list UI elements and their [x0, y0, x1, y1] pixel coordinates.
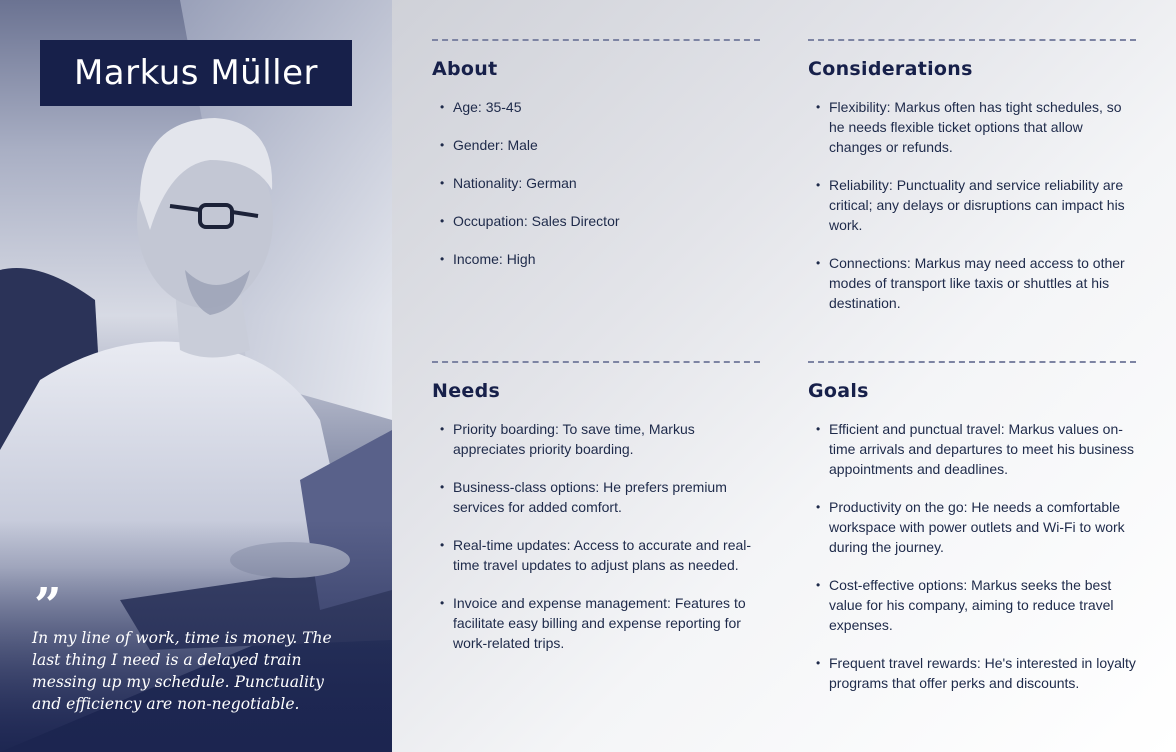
list-item: • Productivity on the go: He needs a comfortable workspace with power outlets and Wi-Fi to work during the journey. — [808, 497, 1136, 557]
section-divider — [808, 39, 1136, 41]
section-divider — [432, 361, 760, 363]
considerations-section — [808, 39, 1136, 331]
section-title: Needs — [432, 380, 501, 402]
list-item: • Frequent travel rewards: He's interested in loyalty programs that offer perks and discounts. — [808, 653, 1136, 693]
needs-section — [432, 361, 760, 671]
considerations-list — [808, 97, 1136, 313]
about-list — [432, 97, 760, 269]
quote-icon: ” — [34, 578, 62, 634]
persona-quote: In my line of work, time is money. The last thing I need is a delayed train messing up my schedule. Punctuality and efficiency are non-negotiable. — [32, 629, 332, 713]
needs-list — [432, 419, 760, 653]
list-item: • Nationality: German — [432, 173, 760, 193]
list-item: • Income: High — [432, 249, 760, 269]
list-item: • Efficient and punctual travel: Markus values on-time arrivals and departures to meet his business appointments and deadlines. — [808, 419, 1136, 479]
section-divider — [808, 361, 1136, 363]
list-item: • Invoice and expense management: Features to facilitate easy billing and expense reporting for work-related trips. — [432, 593, 760, 653]
list-item: • Connections: Markus may need access to other modes of transport like taxis or shuttles at his destination. — [808, 253, 1136, 313]
list-item: • Flexibility: Markus often has tight schedules, so he needs flexible ticket options that allow changes or refunds. — [808, 97, 1136, 157]
section-divider — [432, 39, 760, 41]
list-item: • Business-class options: He prefers premium services for added comfort. — [432, 477, 760, 517]
list-item: • Priority boarding: To save time, Markus appreciates priority boarding. — [432, 419, 760, 459]
list-item: • Reliability: Punctuality and service reliability are critical; any delays or disruptions can impact his work. — [808, 175, 1136, 235]
list-item: • Cost-effective options: Markus seeks the best value for his company, aiming to reduce travel expenses. — [808, 575, 1136, 635]
persona-details — [392, 0, 1176, 752]
section-title: About — [432, 58, 498, 80]
list-item: • Occupation: Sales Director — [432, 211, 760, 231]
goals-section — [808, 361, 1136, 711]
goals-list — [808, 419, 1136, 693]
persona-photo-panel — [0, 0, 392, 752]
list-item: • Real-time updates: Access to accurate and real-time travel updates to adjust plans as needed. — [432, 535, 760, 575]
list-item: • Gender: Male — [432, 135, 760, 155]
about-section — [432, 39, 760, 287]
persona-name: Markus Müller — [40, 40, 352, 106]
section-title: Goals — [808, 380, 869, 402]
list-item: • Age: 35-45 — [432, 97, 760, 117]
section-title: Considerations — [808, 58, 973, 80]
